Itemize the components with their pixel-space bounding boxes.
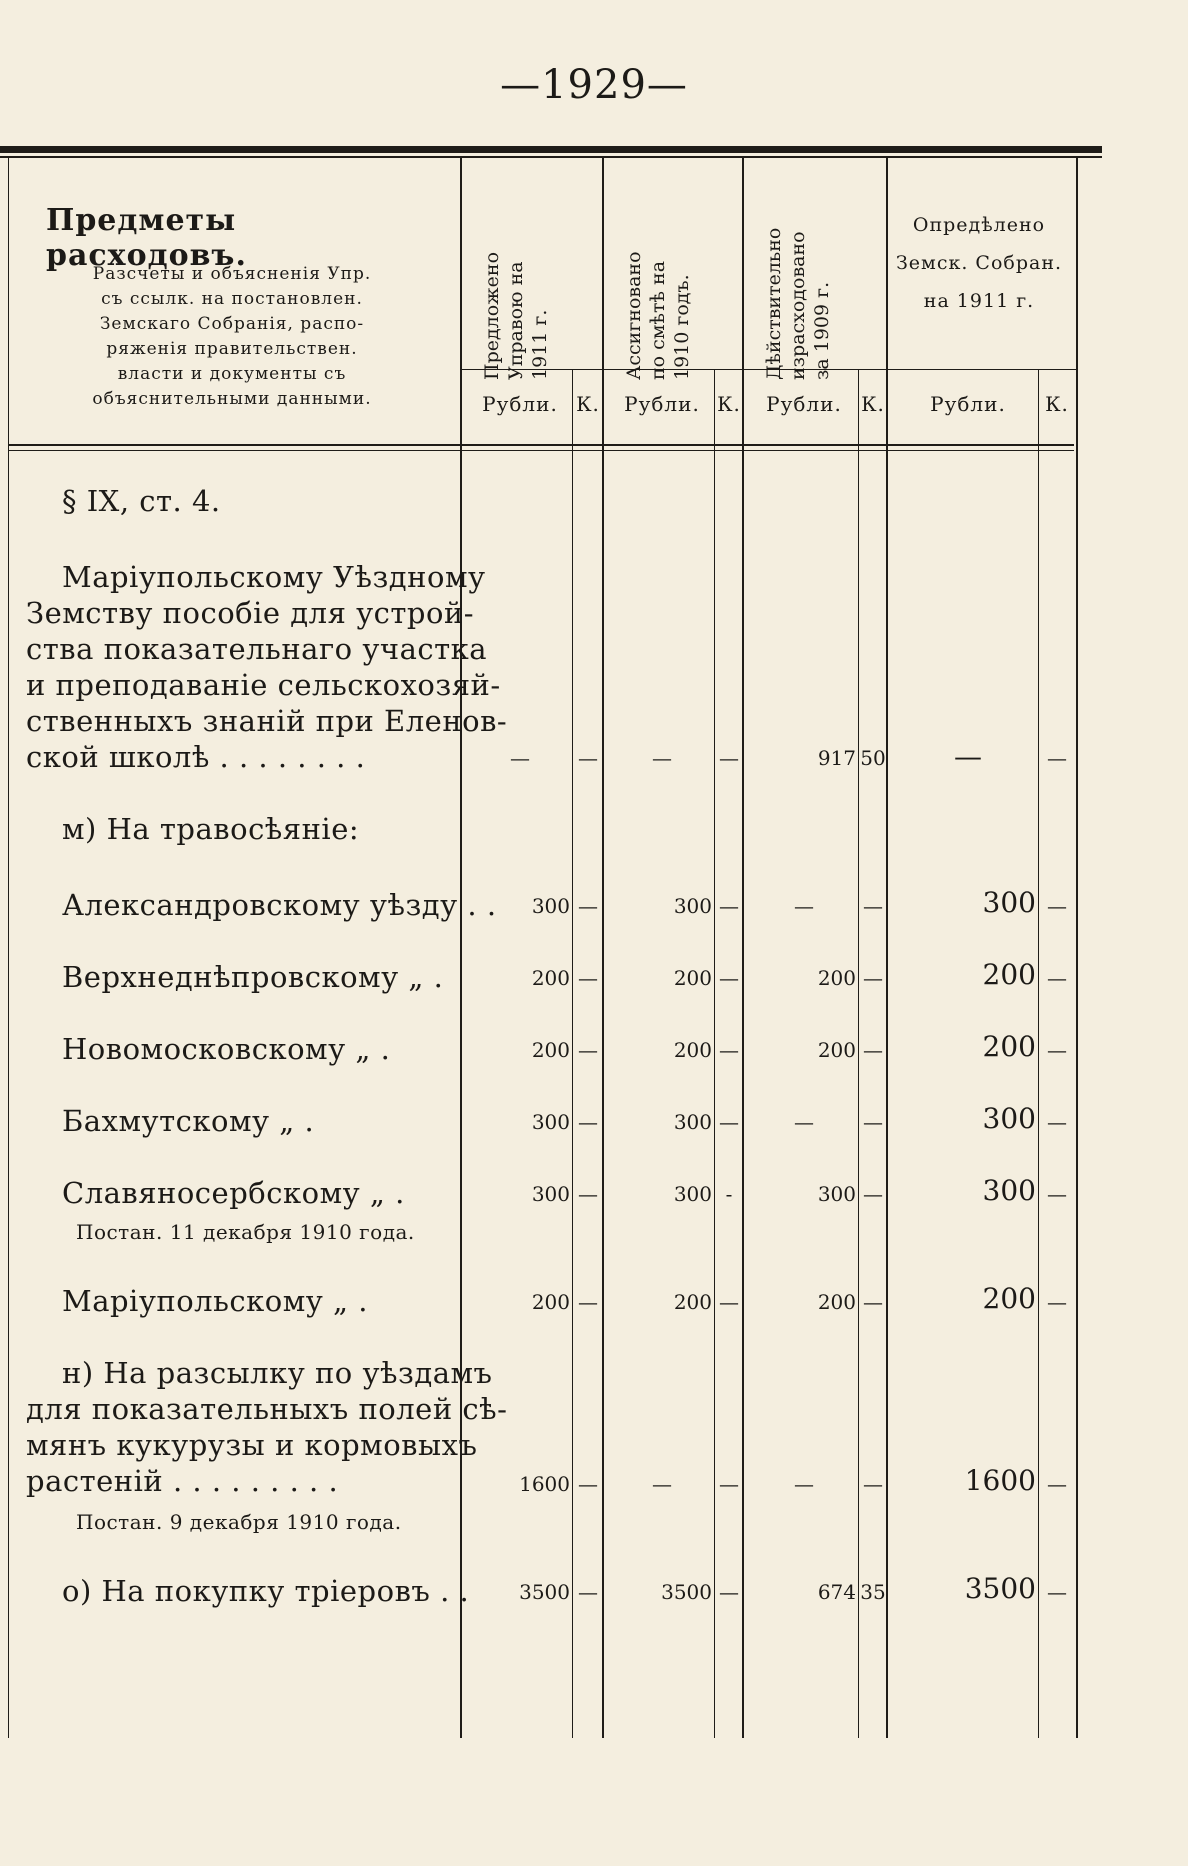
top-rule-thin	[0, 156, 1102, 158]
page-number: —1929—	[500, 62, 688, 108]
unit-kop-1: К.	[576, 392, 600, 416]
column-header-determined: Опредѣлено Земск. Собран. на 1911 г.	[895, 214, 1063, 312]
column-header-title: Предметы расходовъ.	[46, 203, 247, 273]
col-line-1k	[572, 369, 573, 1738]
unit-rub-4: Рубли.	[930, 392, 1006, 416]
column-header-spent: Дѣйствительно израсходовано за 1909 г.	[763, 227, 833, 380]
unit-rub-2: Рубли.	[624, 392, 700, 416]
col-line-3	[742, 158, 744, 1738]
col-line-1	[460, 158, 462, 1738]
col-line-2k	[714, 369, 715, 1738]
col-line-4k	[1038, 369, 1039, 1738]
subsection-m: м) На травосѣяніе:	[62, 812, 360, 846]
unit-rub-3: Рубли.	[766, 392, 842, 416]
column-header-description: Разсчеты и объясненія Упр. съ ссылк. на постановлен. Земскаго Собранія, распо- ряженія правительствен. власти и документы съ объяснительными данными.	[92, 264, 372, 409]
resolution-note: Постан. 9 декабря 1910 года.	[76, 1510, 402, 1534]
section-heading: § IX, ст. 4.	[62, 484, 221, 518]
col-line-right	[1076, 158, 1078, 1738]
unit-rub-1: Рубли.	[482, 392, 558, 416]
column-header-assigned: Ассигновано по смѣтѣ на 1910 годъ.	[623, 251, 693, 380]
col-line-3k	[858, 369, 859, 1738]
unit-kop-3: К.	[861, 392, 885, 416]
column-header-proposed: Предложено Управою на 1911 г.	[481, 251, 551, 380]
col-line-2	[602, 158, 604, 1738]
col-line-4	[886, 158, 888, 1738]
top-rule	[0, 146, 1102, 153]
unit-kop-4: К.	[1045, 392, 1069, 416]
col-line-left	[8, 158, 9, 1738]
unit-kop-2: К.	[717, 392, 741, 416]
header-bottom-rule	[8, 444, 1074, 446]
resolution-note: Постан. 11 декабря 1910 года.	[76, 1220, 415, 1244]
header-bottom-rule-thin	[8, 450, 1074, 451]
